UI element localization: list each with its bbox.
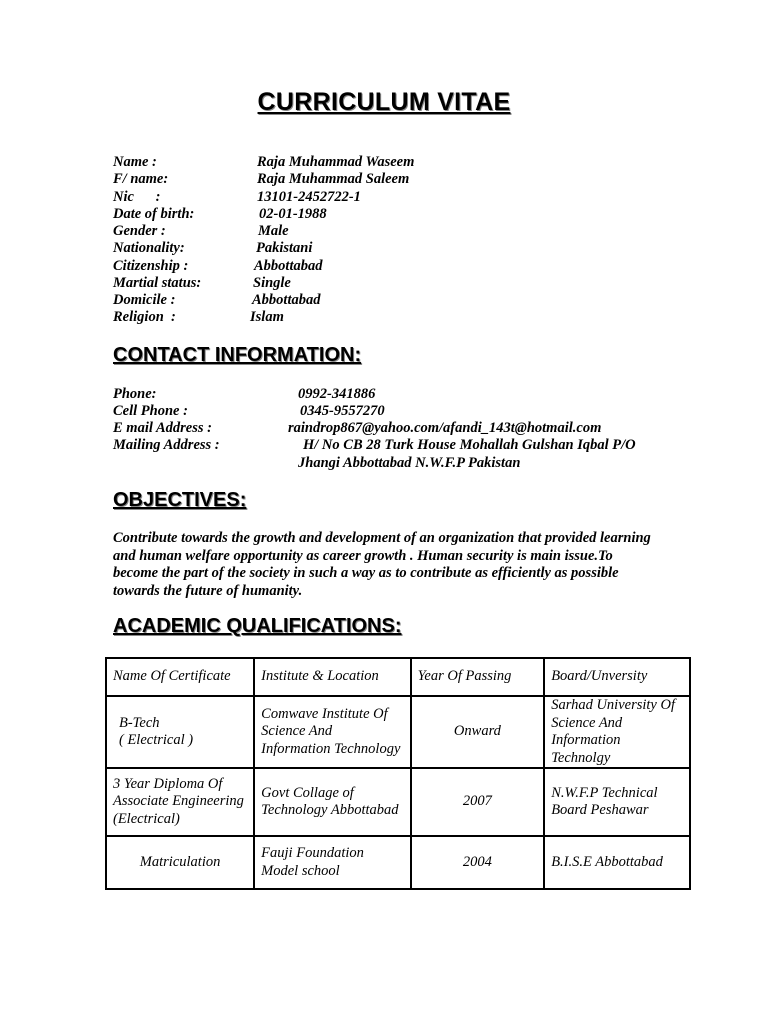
table-row bbox=[106, 696, 690, 768]
table-row bbox=[106, 768, 690, 836]
cell-value: 0345-9557270 bbox=[300, 403, 385, 419]
field-label: Nic : bbox=[113, 189, 161, 205]
mailing-address-line2: Jhangi Abbottabad N.W.F.P Pakistan bbox=[298, 455, 521, 471]
field-label: Phone: bbox=[113, 386, 157, 402]
academic-heading: ACADEMIC QUALIFICATIONS: bbox=[113, 615, 402, 637]
field-value: Pakistani bbox=[256, 240, 313, 256]
field-value: 02-01-1988 bbox=[259, 206, 327, 222]
mailing-address-line1: H/ No CB 28 Turk House Mohallah Gulshan Iqbal P/O bbox=[303, 437, 636, 453]
board-cell: N.W.F.P Technical Board Peshawar bbox=[544, 768, 690, 836]
field-label: F/ name: bbox=[113, 171, 169, 187]
field-label: Mailing Address : bbox=[113, 437, 220, 453]
certificate-line: ( Electrical ) bbox=[119, 732, 194, 748]
column-header: Institute & Location bbox=[254, 658, 411, 696]
field-label: E mail Address : bbox=[113, 420, 212, 436]
board-cell: B.I.S.E Abbottabad bbox=[544, 836, 690, 889]
certificate-cell: 3 Year Diploma Of Associate Engineering (Electrical) bbox=[106, 768, 254, 836]
table-header-row bbox=[106, 658, 690, 696]
academic-table bbox=[105, 657, 691, 890]
field-label: Date of birth: bbox=[113, 206, 195, 222]
field-label: Domicile : bbox=[113, 292, 176, 308]
institute-cell: Fauji Foundation Model school bbox=[254, 836, 411, 889]
year-cell: Onward bbox=[411, 696, 545, 768]
field-value: Raja Muhammad Waseem bbox=[257, 154, 415, 170]
table-row bbox=[106, 836, 690, 889]
certificate-cell: Matriculation bbox=[106, 836, 254, 889]
phone-value: 0992-341886 bbox=[298, 386, 376, 402]
field-value: Single bbox=[253, 275, 291, 291]
objectives-heading: OBJECTIVES: bbox=[113, 489, 247, 511]
field-value: 13101-2452722-1 bbox=[257, 189, 361, 205]
page-title: CURRICULUM VITAE bbox=[257, 88, 511, 116]
year-cell: 2004 bbox=[411, 836, 545, 889]
field-value: Raja Muhammad Saleem bbox=[257, 171, 410, 187]
column-header: Year Of Passing bbox=[411, 658, 545, 696]
institute-cell: Govt Collage of Technology Abbottabad bbox=[254, 768, 411, 836]
field-value: Islam bbox=[250, 309, 284, 325]
field-label: Name : bbox=[113, 154, 157, 170]
column-header: Board/Unversity bbox=[544, 658, 690, 696]
field-label: Gender : bbox=[113, 223, 166, 239]
institute-cell: Comwave Institute Of Science And Information Technology bbox=[254, 696, 411, 768]
year-cell: 2007 bbox=[411, 768, 545, 836]
field-label: Citizenship : bbox=[113, 258, 189, 274]
contact-heading: CONTACT INFORMATION: bbox=[113, 344, 362, 366]
field-label: Religion : bbox=[113, 309, 176, 325]
certificate-cell bbox=[106, 696, 254, 768]
field-label: Cell Phone : bbox=[113, 403, 188, 419]
field-label: Nationality: bbox=[113, 240, 185, 256]
field-value: Abbottabad bbox=[254, 258, 323, 274]
field-value: Male bbox=[258, 223, 289, 239]
field-value: Abbottabad bbox=[252, 292, 321, 308]
certificate-line: B-Tech bbox=[119, 714, 160, 731]
objectives-text: Contribute towards the growth and development of an organization that provided learning and human welfare opportunity as career growth . Human security is main issue.To become the part of the society in such a way as to contribute as efficiently as possible towards the future of humanity. bbox=[113, 530, 651, 599]
board-cell: Sarhad University Of Science And Information Technolgy bbox=[544, 696, 690, 768]
column-header: Name Of Certificate bbox=[106, 658, 254, 696]
field-label: Martial status: bbox=[113, 275, 202, 291]
email-value: raindrop867@yahoo.com/afandi_143t@hotmail.com bbox=[288, 420, 602, 436]
